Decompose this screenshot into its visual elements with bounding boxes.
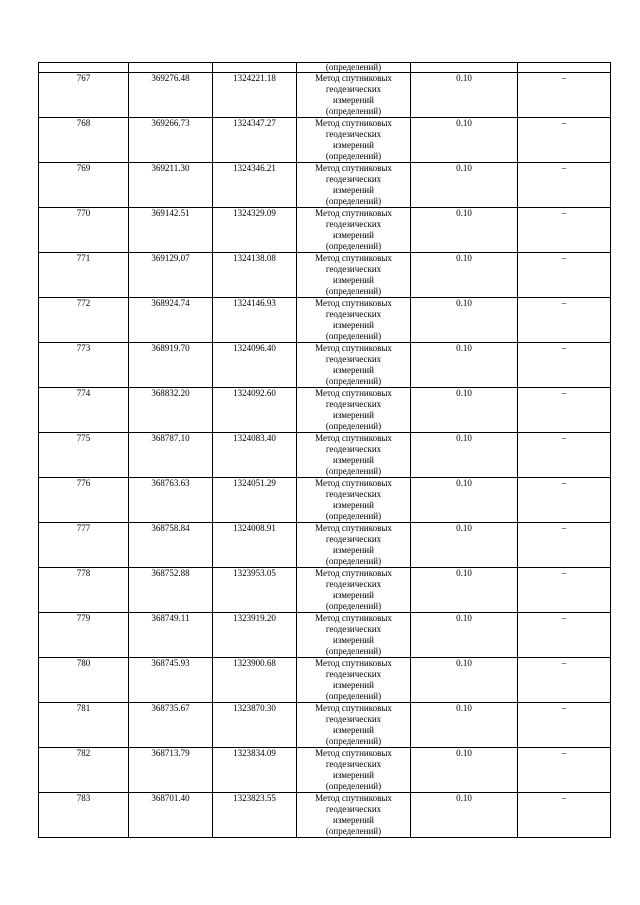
cell-coord-x: 369142.51 [129,208,213,253]
cell-mean-error: 0.10 [411,208,518,253]
cell-empty [129,63,213,73]
table-row [39,658,611,703]
cell-coord-x: 368919.70 [129,343,213,388]
cell-description: – [518,298,611,343]
cell-coord-x: 368749.11 [129,613,213,658]
cell-point-number: 782 [39,748,129,793]
table-row [39,298,611,343]
cell-coord-x: 368832.20 [129,388,213,433]
cell-mean-error: 0.10 [411,478,518,523]
cell-coord-y: 1324347.27 [213,118,297,163]
cell-mean-error: 0.10 [411,298,518,343]
cell-description: – [518,118,611,163]
cell-coord-x: 369129.07 [129,253,213,298]
cell-point-number: 772 [39,298,129,343]
cell-mean-error: 0.10 [411,658,518,703]
cell-method: Метод спутниковых геодезических измерений (определений) [297,568,411,613]
cell-empty [411,63,518,73]
cell-method: Метод спутниковых геодезических измерений (определений) [297,253,411,298]
cell-point-number: 776 [39,478,129,523]
table-row [39,433,611,478]
cell-description: – [518,568,611,613]
cell-mean-error: 0.10 [411,388,518,433]
cell-method: Метод спутниковых геодезических измерений (определений) [297,793,411,838]
cell-description: – [518,343,611,388]
cell-description: – [518,658,611,703]
cell-point-number: 778 [39,568,129,613]
cell-coord-x: 368713.79 [129,748,213,793]
table-row [39,703,611,748]
cell-method: Метод спутниковых геодезических измерений (определений) [297,523,411,568]
cell-coord-x: 368745.93 [129,658,213,703]
cell-coord-x: 368787.10 [129,433,213,478]
cell-point-number: 767 [39,73,129,118]
cell-empty [213,63,297,73]
cell-point-number: 774 [39,388,129,433]
cell-description: – [518,478,611,523]
cell-coord-x: 369266.73 [129,118,213,163]
cell-coord-y: 1324092.60 [213,388,297,433]
cell-coord-x: 369211.30 [129,163,213,208]
cell-coord-y: 1324096.40 [213,343,297,388]
cell-coord-x: 368752.88 [129,568,213,613]
coordinates-table [38,62,611,838]
cell-mean-error: 0.10 [411,568,518,613]
cell-method: Метод спутниковых геодезических измерений (определений) [297,208,411,253]
cell-coord-y: 1323823.55 [213,793,297,838]
cell-method: Метод спутниковых геодезических измерений (определений) [297,73,411,118]
table-row [39,73,611,118]
cell-description: – [518,613,611,658]
cell-mean-error: 0.10 [411,703,518,748]
cell-coord-x: 368758.84 [129,523,213,568]
cell-point-number: 769 [39,163,129,208]
cell-coord-y: 1324138.08 [213,253,297,298]
cell-description: – [518,73,611,118]
table-row [39,388,611,433]
cell-method: Метод спутниковых геодезических измерений (определений) [297,163,411,208]
cell-coord-x: 368763.63 [129,478,213,523]
cell-point-number: 768 [39,118,129,163]
cell-method: Метод спутниковых геодезических измерений (определений) [297,658,411,703]
cell-method: Метод спутниковых геодезических измерений (определений) [297,118,411,163]
cell-coord-y: 1324329.09 [213,208,297,253]
cell-description: – [518,793,611,838]
cell-description: – [518,163,611,208]
cell-mean-error: 0.10 [411,343,518,388]
cell-mean-error: 0.10 [411,748,518,793]
cell-coord-x: 368735.67 [129,703,213,748]
coordinates-table-body [39,63,611,838]
cell-coord-y: 1323870.30 [213,703,297,748]
cell-coord-x: 368701.40 [129,793,213,838]
cell-coord-x: 369276.48 [129,73,213,118]
cell-point-number: 783 [39,793,129,838]
table-row [39,118,611,163]
table-row [39,478,611,523]
cell-mean-error: 0.10 [411,793,518,838]
cell-method: Метод спутниковых геодезических измерений (определений) [297,748,411,793]
table-row [39,613,611,658]
cell-method: Метод спутниковых геодезических измерений (определений) [297,613,411,658]
table-row [39,208,611,253]
cell-description: – [518,433,611,478]
cell-empty [518,63,611,73]
table-row [39,253,611,298]
cell-method: Метод спутниковых геодезических измерений (определений) [297,433,411,478]
table-row [39,793,611,838]
cell-method: Метод спутниковых геодезических измерений (определений) [297,388,411,433]
cell-description: – [518,703,611,748]
cell-point-number: 770 [39,208,129,253]
cell-coord-y: 1323919.20 [213,613,297,658]
cell-description: – [518,208,611,253]
table-row [39,568,611,613]
cell-coord-y: 1324221.18 [213,73,297,118]
cell-coord-y: 1323953.05 [213,568,297,613]
table-row [39,343,611,388]
cell-mean-error: 0.10 [411,163,518,208]
cell-coord-y: 1323900.68 [213,658,297,703]
cell-method-continued: (определений) [297,63,411,73]
cell-mean-error: 0.10 [411,73,518,118]
cell-coord-y: 1324051.29 [213,478,297,523]
cell-mean-error: 0.10 [411,433,518,478]
cell-empty [39,63,129,73]
cell-method: Метод спутниковых геодезических измерений (определений) [297,343,411,388]
cell-description: – [518,523,611,568]
cell-description: – [518,388,611,433]
cell-description: – [518,748,611,793]
cell-method: Метод спутниковых геодезических измерений (определений) [297,703,411,748]
cell-coord-y: 1324146.93 [213,298,297,343]
cell-point-number: 779 [39,613,129,658]
table-row [39,748,611,793]
cell-method: Метод спутниковых геодезических измерений (определений) [297,478,411,523]
cell-point-number: 771 [39,253,129,298]
cell-coord-y: 1323834.09 [213,748,297,793]
cell-mean-error: 0.10 [411,118,518,163]
cell-point-number: 780 [39,658,129,703]
cell-point-number: 781 [39,703,129,748]
cell-method: Метод спутниковых геодезических измерений (определений) [297,298,411,343]
cell-description: – [518,253,611,298]
cell-mean-error: 0.10 [411,523,518,568]
cell-mean-error: 0.10 [411,613,518,658]
cell-coord-x: 368924.74 [129,298,213,343]
cell-coord-y: 1324083.40 [213,433,297,478]
table-row [39,163,611,208]
cell-coord-y: 1324008.91 [213,523,297,568]
cell-point-number: 773 [39,343,129,388]
cell-coord-y: 1324346.21 [213,163,297,208]
table-row [39,523,611,568]
cell-point-number: 775 [39,433,129,478]
cell-mean-error: 0.10 [411,253,518,298]
cell-point-number: 777 [39,523,129,568]
continued-row [39,63,611,73]
